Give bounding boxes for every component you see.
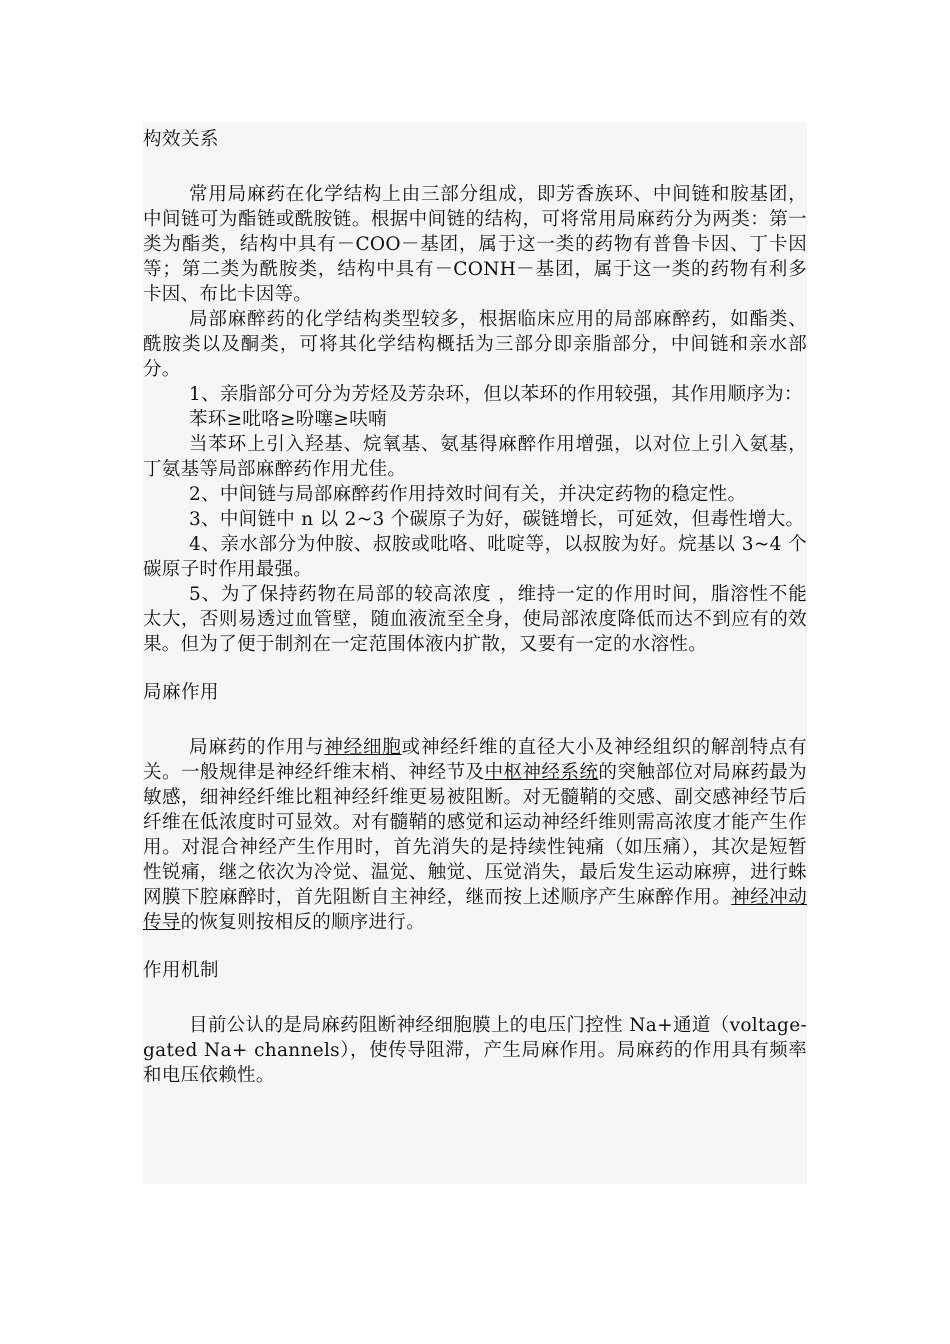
paragraph: 5、为了保持药物在局部的较高浓度 ，维持一定的作用时间，脂溶性不能太大，否则易透过血管壁，随血液流至全身，使局部浓度降低而达不到应有的效果。但为了便于制剂在一定范围体液内扩散，又要有一定的水溶性。	[143, 584, 807, 655]
paragraph: 4、亲水部分为仲胺、叔胺或吡咯、吡啶等，以叔胺为好。烷基以 3~4 个碳原子时作用最强。	[143, 534, 807, 580]
paragraph: 当苯环上引入羟基、烷氧基、氨基得麻醉作用增强，以对位上引入氨基，丁氨基等局部麻醉药作用尤佳。	[143, 434, 807, 480]
spacer	[143, 985, 807, 1013]
paragraph: 1、亲脂部分可分为芳烃及芳杂环，但以苯环的作用较强，其作用顺序为：	[189, 384, 803, 405]
text-run: 的恢复则按相反的顺序进行。	[180, 912, 426, 933]
text-run: 的突触部位对局麻药最为敏感，细神经纤维比粗神经纤维更易被阻断。对无髓鞘的交感、副交感神经节后纤维在低浓度时可显效。对有髓鞘的感觉和运动神经纤维则需高浓度才能产生作用。对混合神经产生作用时，首先消失的是持续性钝痛（如压痛），其次是短暂性锐痛，继之依次为冷觉、温觉、触觉、压觉消失，最后发生运动麻痹，进行蛛网膜下腔麻醉时，首先阻断自主神经，继而按上述顺序产生麻醉作用。	[143, 762, 807, 908]
section-heading-mechanism: 作用机制	[143, 960, 220, 981]
section-heading-structure: 构效关系	[143, 129, 220, 150]
text-run: 局麻药的作用与	[189, 737, 325, 758]
text-run: 或神经纤维的直径大小及神经组织的解剖特点有关。一般规律是神经纤维末梢、神经节及	[143, 737, 807, 783]
link-nerve-impulse[interactable]: 神经冲动传导	[143, 887, 807, 933]
link-cns[interactable]: 中枢神经系统	[484, 762, 599, 783]
section-heading-action: 局麻作用	[143, 682, 220, 703]
paragraph: 局部麻醉药的化学结构类型较多，根据临床应用的局部麻醉药，如酯类、酰胺类以及酮类，可将其化学结构概括为三部分即亲脂部分，中间链和亲水部分。	[143, 309, 807, 380]
paragraph: 2、中间链与局部麻醉药作用持效时间有关，并决定药物的稳定性。	[189, 484, 747, 505]
paragraph: 常用局麻药在化学结构上由三部分组成，即芳香族环、中间链和胺基团，中间链可为酯链或酰胺链。根据中间链的结构，可将常用局麻药分为两类：第一类为酯类，结构中具有－COO－基团，属于这一类的药物有普鲁卡因、丁卡因等；第二类为酰胺类，结构中具有－CONH－基团，属于这一类的药物有利多卡因、布比卡因等。	[143, 184, 807, 305]
spacer	[143, 707, 807, 735]
paragraph-formula: 苯环≥吡咯≥吩噻≥呋喃	[189, 409, 387, 430]
spacer	[143, 154, 807, 182]
paragraph: 3、中间链中 n 以 2~3 个碳原子为好，碳链增长，可延效，但毒性增大。	[189, 509, 805, 530]
paragraph-mechanism: 目前公认的是局麻药阻断神经细胞膜上的电压门控性 Na+通道（voltage-gated Na+ channels），使传导阻滞，产生局麻作用。局麻药的作用具有频率和电压依赖性。	[143, 1015, 807, 1086]
paragraph-action	[143, 735, 807, 935]
link-neuron[interactable]: 神经细胞	[324, 737, 402, 758]
document-content	[143, 122, 807, 1184]
